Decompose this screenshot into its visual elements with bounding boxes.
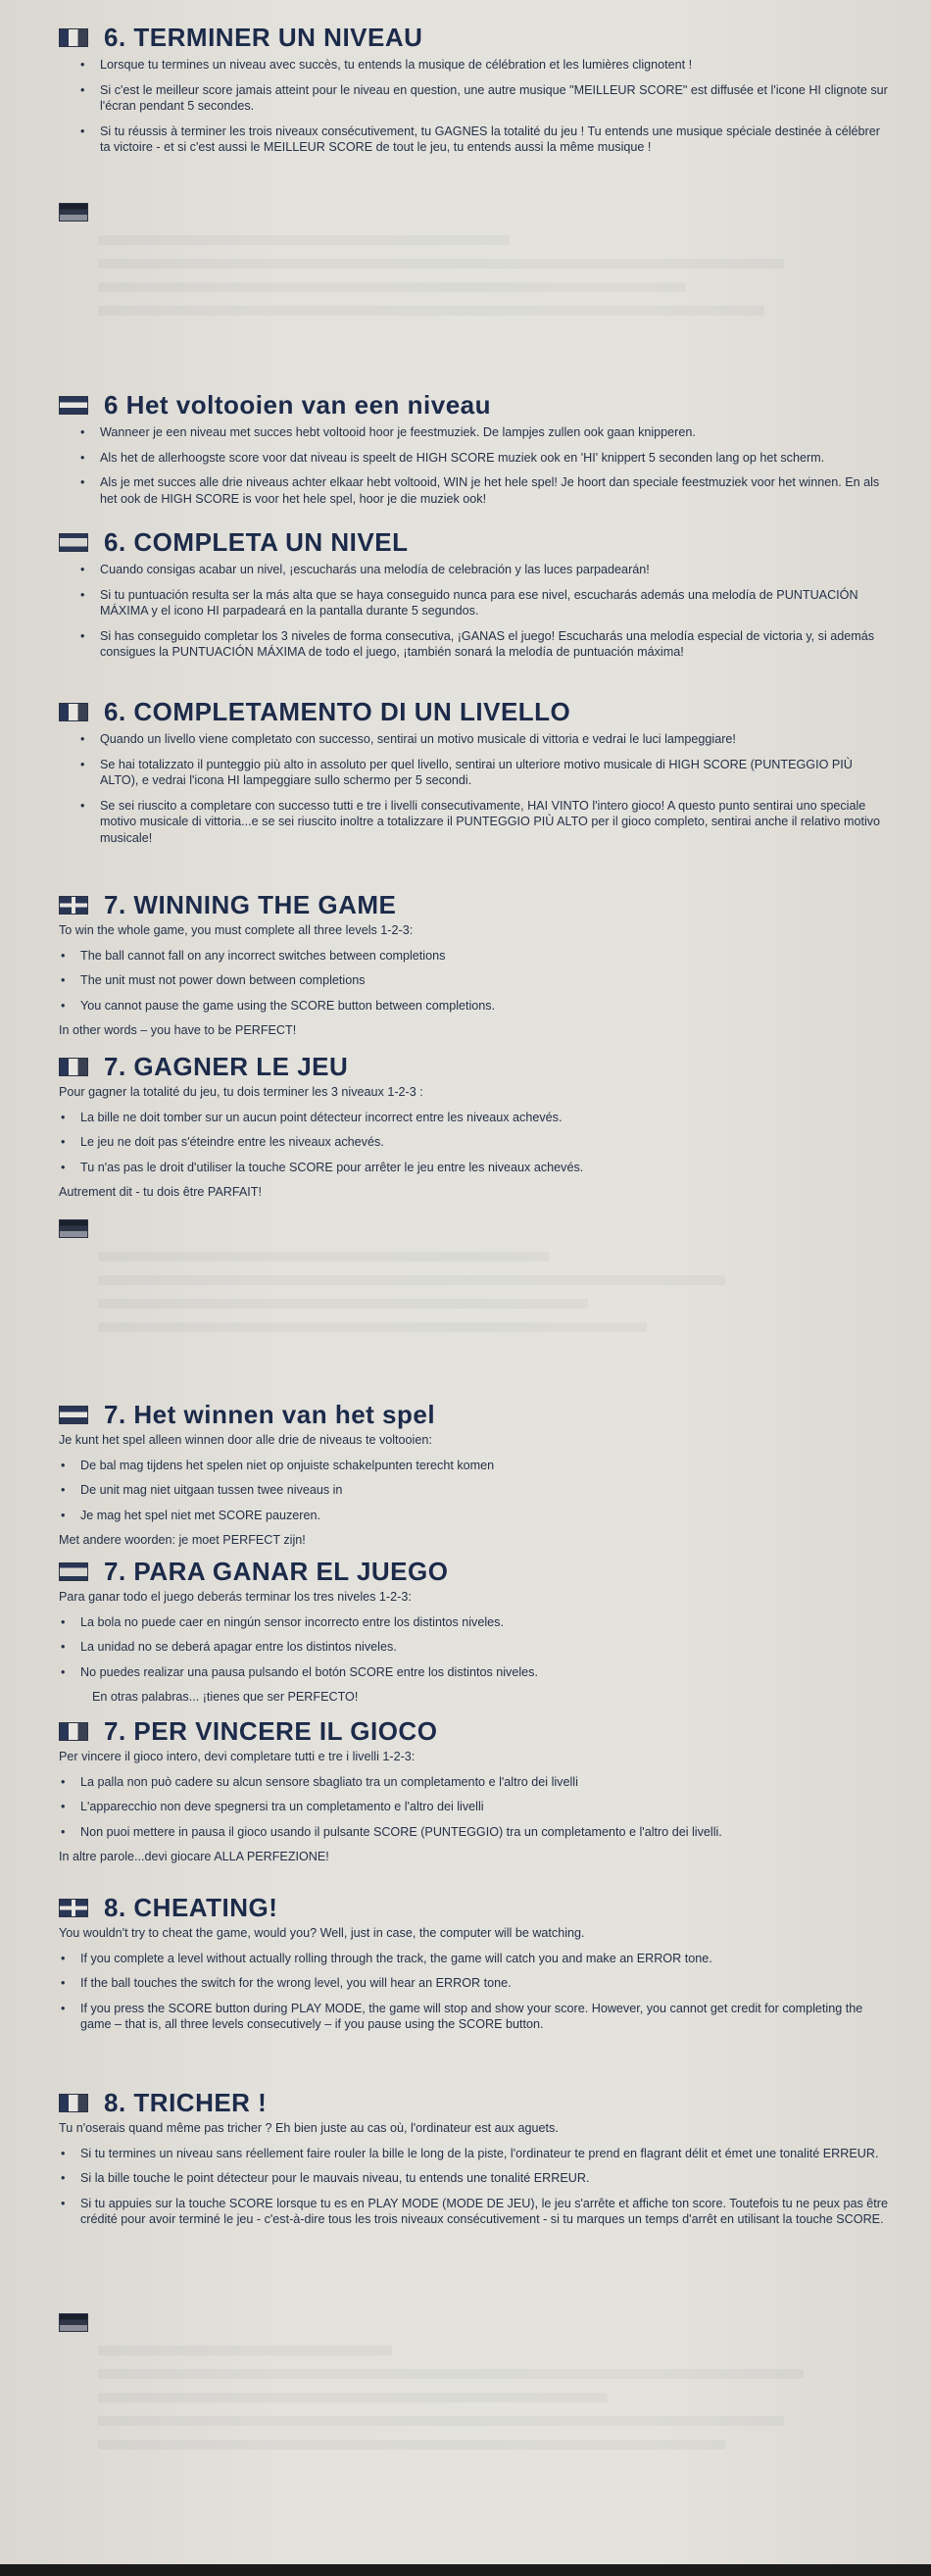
bullet-list bbox=[59, 57, 892, 156]
list-item: • Le jeu ne doit pas s'éteindre entre les niveaux achevés. bbox=[80, 1134, 892, 1151]
section-es-complete-level bbox=[59, 524, 892, 669]
section-fr-complete-level bbox=[59, 20, 892, 165]
section-title: 6. TERMINER UN NIVEAU bbox=[104, 23, 423, 52]
list-item: • You cannot pause the game using the SCORE button between completions. bbox=[80, 998, 892, 1015]
list-item: • Se sei riuscito a completare con successo tutti e tre i livelli consecutivamente, HAI VINTO l'intero gioco! A questo punto sentirai uno speciale motivo musicale di vittoria...e se sei riuscito inoltre a totalizzare il PUNTEGGIO PIÙ ALTO per il gioco completo, sentirai anche il relativo motivo musicale! bbox=[100, 798, 892, 847]
bullet-list bbox=[59, 1110, 892, 1176]
list-item: • Si c'est le meilleur score jamais atteint pour le niveau en question, une autre musique "MEILLEUR SCORE" est diffusée et l'icone HI clignote sur l'écran pendant 5 secondes. bbox=[100, 82, 892, 115]
list-item: • Si la bille touche le point détecteur pour le mauvais niveau, tu entends une tonalité ERREUR. bbox=[80, 2170, 892, 2187]
bullet-list bbox=[59, 1951, 892, 2033]
list-item: • Je mag het spel niet met SCORE pauzeren. bbox=[80, 1508, 892, 1524]
bullet-list bbox=[59, 562, 892, 661]
section-es-winning bbox=[59, 1554, 892, 1714]
bottom-border bbox=[0, 2564, 931, 2576]
bullet-list bbox=[59, 1458, 892, 1524]
outro-text: In altre parole...devi giocare ALLA PERFEZIONE! bbox=[59, 1850, 329, 1863]
intro-text: To win the whole game, you must complete all three levels 1-2-3: bbox=[59, 923, 414, 937]
flag-de-icon bbox=[59, 1219, 88, 1238]
section-title: 7. PER VINCERE IL GIOCO bbox=[104, 1716, 438, 1746]
list-item: • Si tu réussis à terminer les trois niveaux consécutivement, tu GAGNES la totalité du jeu ! Tu entends une musique spéciale destinée à célébrer ta victoire - et si c'est aussi le MEILLEUR SCORE de tout le jeu, tu entends aussi la même musique ! bbox=[100, 124, 892, 156]
section-title: 6 Het voltooien van een niveau bbox=[104, 390, 491, 420]
section-en-cheating bbox=[59, 1890, 892, 2042]
section-title: 7. GAGNER LE JEU bbox=[104, 1052, 349, 1081]
list-item: • Si tu termines un niveau sans réellement faire rouler la bille le long de la piste, l'ordinateur te prend en flagrant délit et émet une tonalité ERREUR. bbox=[80, 2146, 892, 2162]
intro-text: Per vincere il gioco intero, devi completare tutti e tre i livelli 1-2-3: bbox=[59, 1750, 416, 1763]
faded-section-de bbox=[59, 2311, 892, 2507]
section-nl-winning bbox=[59, 1397, 892, 1558]
section-it-winning bbox=[59, 1713, 892, 1874]
section-fr-cheating bbox=[59, 2085, 892, 2237]
faded-section-de bbox=[59, 201, 892, 358]
flag-de-icon bbox=[59, 203, 88, 222]
list-item: • De unit mag niet uitgaan tussen twee niveaus in bbox=[80, 1482, 892, 1499]
list-item: • Quando un livello viene completato con successo, sentirai un motivo musicale di vittoria e vedrai le luci lampeggiare! bbox=[100, 731, 892, 748]
list-item: • Als je met succes alle drie niveaus achter elkaar hebt voltooid, WIN je het hele spel! Je hoort dan speciale feestmuziek voor het winnen. En als het ook de HIGH SCORE is voor het hele spel, hoor je die muziek ook! bbox=[100, 474, 892, 507]
list-item: • Als het de allerhoogste score voor dat niveau is speelt de HIGH SCORE muziek ook en 'HI' knippert 5 seconden lang op het scherm. bbox=[100, 450, 892, 467]
list-item: • If you complete a level without actually rolling through the track, the game will catch you and make an ERROR tone. bbox=[80, 1951, 892, 1967]
bullet-list bbox=[59, 1774, 892, 1841]
list-item: • Si tu puntuación resulta ser la más alta que se haya conseguido nunca para ese nivel, escucharás además una melodía de PUNTUACIÓN MÁXIMA y el icono HI parpadeará en la pantalla durante 5 segundos. bbox=[100, 587, 892, 619]
list-item: • De bal mag tijdens het spelen niet op onjuiste schakelpunten terecht komen bbox=[80, 1458, 892, 1474]
bullet-list bbox=[59, 948, 892, 1015]
intro-text: Pour gagner la totalité du jeu, tu dois terminer les 3 niveaux 1-2-3 : bbox=[59, 1085, 423, 1099]
list-item: • Tu n'as pas le droit d'utiliser la touche SCORE pour arrêter le jeu entre les niveaux achevés. bbox=[80, 1160, 892, 1176]
intro-text: You wouldn't try to cheat the game, would you? Well, just in case, the computer will be watching. bbox=[59, 1926, 585, 1940]
intro-text: Je kunt het spel alleen winnen door alle drie de niveaus te voltooien: bbox=[59, 1433, 432, 1447]
list-item: • Lorsque tu termines un niveau avec succès, tu entends la musique de célébration et les lumières clignotent ! bbox=[100, 57, 892, 74]
list-item: • La bille ne doit tomber sur un aucun point détecteur incorrect entre les niveaux achevés. bbox=[80, 1110, 892, 1126]
list-item: • La palla non può cadere su alcun sensore sbagliato tra un completamento e l'altro dei livelli bbox=[80, 1774, 892, 1791]
section-title: 7. PARA GANAR EL JUEGO bbox=[104, 1557, 449, 1586]
flag-fr-icon bbox=[59, 1058, 88, 1076]
bullet-list bbox=[59, 731, 892, 846]
intro-text: Para ganar todo el juego deberás terminar los tres niveles 1-2-3: bbox=[59, 1590, 412, 1604]
list-item: • Si tu appuies sur la touche SCORE lorsque tu es en PLAY MODE (MODE DE JEU), le jeu s'arrête et affiche ton score. Toutefois tu ne peux pas être crédité pour avoir terminé le jeu - c'est-à-dire tous les trois niveaux consécutivement - si tu marques un temps d'arrêt en utilisant la touche SCORE. bbox=[80, 2196, 892, 2228]
list-item: • The unit must not power down between completions bbox=[80, 972, 892, 989]
flag-it-icon bbox=[59, 703, 88, 721]
intro-text: Tu n'oserais quand même pas tricher ? Eh bien juste au cas où, l'ordinateur est aux aguets. bbox=[59, 2121, 559, 2135]
flag-uk-icon bbox=[59, 896, 88, 915]
faded-section-de bbox=[59, 1217, 892, 1384]
bullet-list bbox=[59, 1614, 892, 1681]
list-item: • Se hai totalizzato il punteggio più alto in assoluto per quel livello, sentirai un ulteriore motivo musicale di HIGH SCORE (PUNTEGGIO PIÙ ALTO), e vedrai l'icona HI lampeggiare sullo schermo per 5 secondi. bbox=[100, 757, 892, 789]
bullet-list bbox=[59, 424, 892, 507]
section-fr-winning bbox=[59, 1049, 892, 1210]
flag-fr-icon bbox=[59, 2094, 88, 2112]
flag-it-icon bbox=[59, 1722, 88, 1741]
list-item: • Si has conseguido completar los 3 niveles de forma consecutiva, ¡GANAS el juego! Escucharás una melodía especial de victoria y, si además consigues la PUNTUACIÓN MÁXIMA de todo el juego, ¡también sonará la melodía de puntuación máxima! bbox=[100, 628, 892, 661]
flag-de-icon bbox=[59, 2313, 88, 2332]
section-title: 7. WINNING THE GAME bbox=[104, 890, 397, 919]
outro-text: In other words – you have to be PERFECT! bbox=[59, 1023, 297, 1037]
outro-text: En otras palabras... ¡tienes que ser PERFECTO! bbox=[92, 1690, 359, 1704]
flag-nl-icon bbox=[59, 1406, 88, 1424]
list-item: • The ball cannot fall on any incorrect switches between completions bbox=[80, 948, 892, 965]
list-item: • La unidad no se deberá apagar entre los distintos niveles. bbox=[80, 1639, 892, 1656]
flag-uk-icon bbox=[59, 1899, 88, 1917]
section-title: 6. COMPLETAMENTO DI UN LIVELLO bbox=[104, 697, 571, 726]
outro-text: Met andere woorden: je moet PERFECT zijn! bbox=[59, 1533, 306, 1547]
list-item: • La bola no puede caer en ningún sensor incorrecto entre los distintos niveles. bbox=[80, 1614, 892, 1631]
flag-es-icon bbox=[59, 1562, 88, 1581]
section-title: 7. Het winnen van het spel bbox=[104, 1400, 436, 1429]
outro-text: Autrement dit - tu dois être PARFAIT! bbox=[59, 1185, 262, 1199]
list-item: • Non puoi mettere in pausa il gioco usando il pulsante SCORE (PUNTEGGIO) tra un completamento e l'altro dei livelli. bbox=[80, 1824, 892, 1841]
section-title: 8. TRICHER ! bbox=[104, 2088, 268, 2117]
list-item: • If you press the SCORE button during PLAY MODE, the game will stop and show your score. However, you cannot get credit for completing the game – that is, all three levels consecutively – if you pause using the SCORE button. bbox=[80, 2001, 892, 2033]
list-item: • L'apparecchio non deve spegnersi tra un completamento e l'altro dei livelli bbox=[80, 1799, 892, 1815]
bullet-list bbox=[59, 2146, 892, 2228]
section-title: 6. COMPLETA UN NIVEL bbox=[104, 527, 409, 557]
list-item: • Cuando consigas acabar un nivel, ¡escucharás una melodía de celebración y las luces parpadearán! bbox=[100, 562, 892, 578]
section-nl-complete-level bbox=[59, 387, 892, 516]
list-item: • No puedes realizar una pausa pulsando el botón SCORE entre los distintos niveles. bbox=[80, 1664, 892, 1681]
flag-nl-icon bbox=[59, 396, 88, 415]
list-item: • If the ball touches the switch for the wrong level, you will hear an ERROR tone. bbox=[80, 1975, 892, 1992]
section-en-winning bbox=[59, 887, 892, 1048]
section-title: 8. CHEATING! bbox=[104, 1893, 278, 1922]
section-it-complete-level bbox=[59, 694, 892, 855]
flag-fr-icon bbox=[59, 28, 88, 47]
list-item: • Wanneer je een niveau met succes hebt voltooid hoor je feestmuziek. De lampjes zullen ook gaan knipperen. bbox=[100, 424, 892, 441]
flag-es-icon bbox=[59, 533, 88, 552]
